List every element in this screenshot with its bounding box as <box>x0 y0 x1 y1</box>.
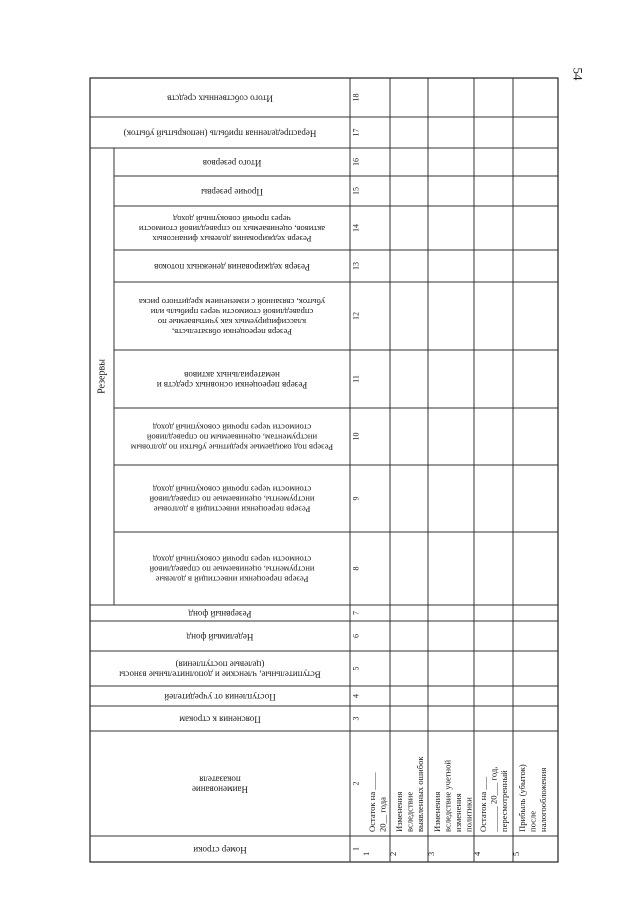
column-header-8-line: стоимости через прочий совокупный доход <box>152 554 312 565</box>
column-number-14: 14 <box>351 224 361 232</box>
page-number: 54 <box>570 67 586 81</box>
column-number-17: 17 <box>351 128 361 137</box>
column-number-16: 16 <box>351 158 361 166</box>
column-header-12-line: Резерв переоценки обязательств, <box>171 326 293 337</box>
row-label-line: после <box>527 810 538 832</box>
column-header-6-line: Неделимый фонд <box>186 631 254 642</box>
reserve-group-header <box>96 359 107 394</box>
column-header-12-line: классифицируемых как учитываемые по <box>157 316 307 327</box>
column-header-11-line: нематериальных активов <box>184 369 280 380</box>
column-header-10-line: инструментам, оцениваемым по справедливой <box>146 432 318 443</box>
column-header-5-line: (целевые поступления) <box>175 659 265 670</box>
column-header-3 <box>179 714 261 724</box>
column-header-7-line: Резервный фонд <box>188 608 252 619</box>
column-header-12-line: убыток, связанной с изменением кредитного риска <box>138 297 326 308</box>
row-number-3: 3 <box>426 851 436 856</box>
column-header-1-line: Номер строки <box>193 844 247 855</box>
row-label-line: изменения <box>453 793 463 832</box>
column-header-7 <box>188 609 251 619</box>
column-header-16 <box>203 158 262 168</box>
row-label-line: ______ 20___ год, <box>488 766 499 832</box>
column-header-2-line: показателя <box>199 774 241 785</box>
column-header-6 <box>186 632 253 642</box>
column-number-18: 18 <box>351 93 361 102</box>
column-number-12: 12 <box>351 312 361 320</box>
column-header-12 <box>139 297 325 337</box>
column-number-3: 3 <box>351 716 361 721</box>
row-label-line: Остаток на ____ <box>367 772 377 832</box>
column-number-9: 9 <box>351 496 361 501</box>
column-number-5: 5 <box>351 666 361 671</box>
row-label-line: Изменения <box>432 791 442 832</box>
column-header-9 <box>149 485 314 515</box>
column-header-10-line: Резерв под ожидаемые кредитные убытки по долговым <box>130 442 334 453</box>
row-label-line: пересмотренный <box>499 770 509 832</box>
column-number-4: 4 <box>351 694 361 698</box>
row-label-5 <box>517 764 548 832</box>
column-number-1: 1 <box>351 847 361 851</box>
column-header-10-line: стоимости через прочий совокупный доход <box>152 422 312 433</box>
column-header-5-line: Вступительные, членские и дополнительные взносы <box>119 669 321 680</box>
column-header-14-line: активов, оцениваемых по справедливой стоимости <box>138 224 326 235</box>
row-label-line: 20__ года <box>377 797 388 832</box>
reserve-group-header-line: Резервы <box>96 359 108 394</box>
column-number-15: 15 <box>351 187 361 195</box>
column-number-7: 7 <box>351 611 361 615</box>
column-number-13: 13 <box>351 262 361 270</box>
row-label-line: Остаток на ___ <box>478 776 488 832</box>
column-number-10: 10 <box>351 432 361 441</box>
column-header-2 <box>192 774 248 794</box>
column-header-2-line: Наименование <box>191 784 249 795</box>
column-header-13-line: Резерв хеджирования денежных потоков <box>154 261 310 272</box>
column-header-10 <box>130 423 333 453</box>
row-label-1 <box>367 772 388 832</box>
column-header-3-line: Пояснения к строкам <box>179 714 261 725</box>
table-frame <box>90 78 558 862</box>
row-number-2: 2 <box>388 851 398 856</box>
row-label-line: вследствие <box>404 791 415 832</box>
column-header-18 <box>167 93 273 103</box>
row-number-5: 5 <box>511 851 521 856</box>
column-header-8-line: инструменты, оцениваемые по справедливой <box>149 564 315 575</box>
column-header-11-line: Резерв переоценки основных средств и <box>156 380 308 391</box>
column-header-12-line: справедливой стоимости через прибыль или <box>150 307 314 318</box>
column-header-17 <box>124 128 317 138</box>
row-label-line: Изменения <box>394 791 404 832</box>
row-label-line: Прибыль (убыток) <box>517 764 527 832</box>
column-header-16-line: Итого резервов <box>202 157 262 168</box>
column-header-11 <box>157 370 308 390</box>
column-header-15-line: Прочие резервы <box>201 186 263 197</box>
column-header-4-line: Поступления от учредителей <box>164 691 276 702</box>
column-header-1 <box>193 845 247 855</box>
column-header-14-line: через прочий совокупный доход <box>173 214 291 225</box>
column-header-13 <box>154 262 310 272</box>
column-header-5 <box>119 659 321 679</box>
column-header-8 <box>149 555 314 585</box>
row-number-1: 1 <box>361 851 371 856</box>
column-header-9-line: инструменты, оцениваемые по справедливой <box>149 494 315 505</box>
column-number-11: 11 <box>351 375 361 383</box>
row-label-2 <box>394 756 425 832</box>
column-header-14 <box>139 214 325 244</box>
column-number-2: 2 <box>351 781 361 786</box>
column-header-17-line: Нераспределенная прибыль (непокрытый убыток) <box>123 128 317 139</box>
row-number-4: 4 <box>472 851 482 856</box>
column-header-4 <box>164 692 276 702</box>
row-label-line: политики <box>463 797 474 832</box>
column-header-15 <box>201 187 263 197</box>
column-number-6: 6 <box>351 634 361 638</box>
column-header-14-line: Резерв хеджирования долевых финансовых <box>152 233 312 244</box>
column-header-9-line: стоимости через прочий совокупный доход <box>152 484 312 495</box>
row-label-line: выявленных ошибок <box>415 756 425 832</box>
row-label-line: вследствие учетной <box>442 759 453 832</box>
row-label-4 <box>478 767 509 833</box>
column-header-8-line: Резерв переоценки инвестиций в долевые <box>155 574 309 585</box>
column-header-9-line: Резерв переоценки инвестиций в долговые <box>153 504 311 515</box>
row-label-line: налогообложения <box>538 767 548 832</box>
column-header-18-line: Итого собственных средств <box>167 93 273 104</box>
row-label-3 <box>432 760 474 832</box>
column-number-8: 8 <box>351 566 361 571</box>
